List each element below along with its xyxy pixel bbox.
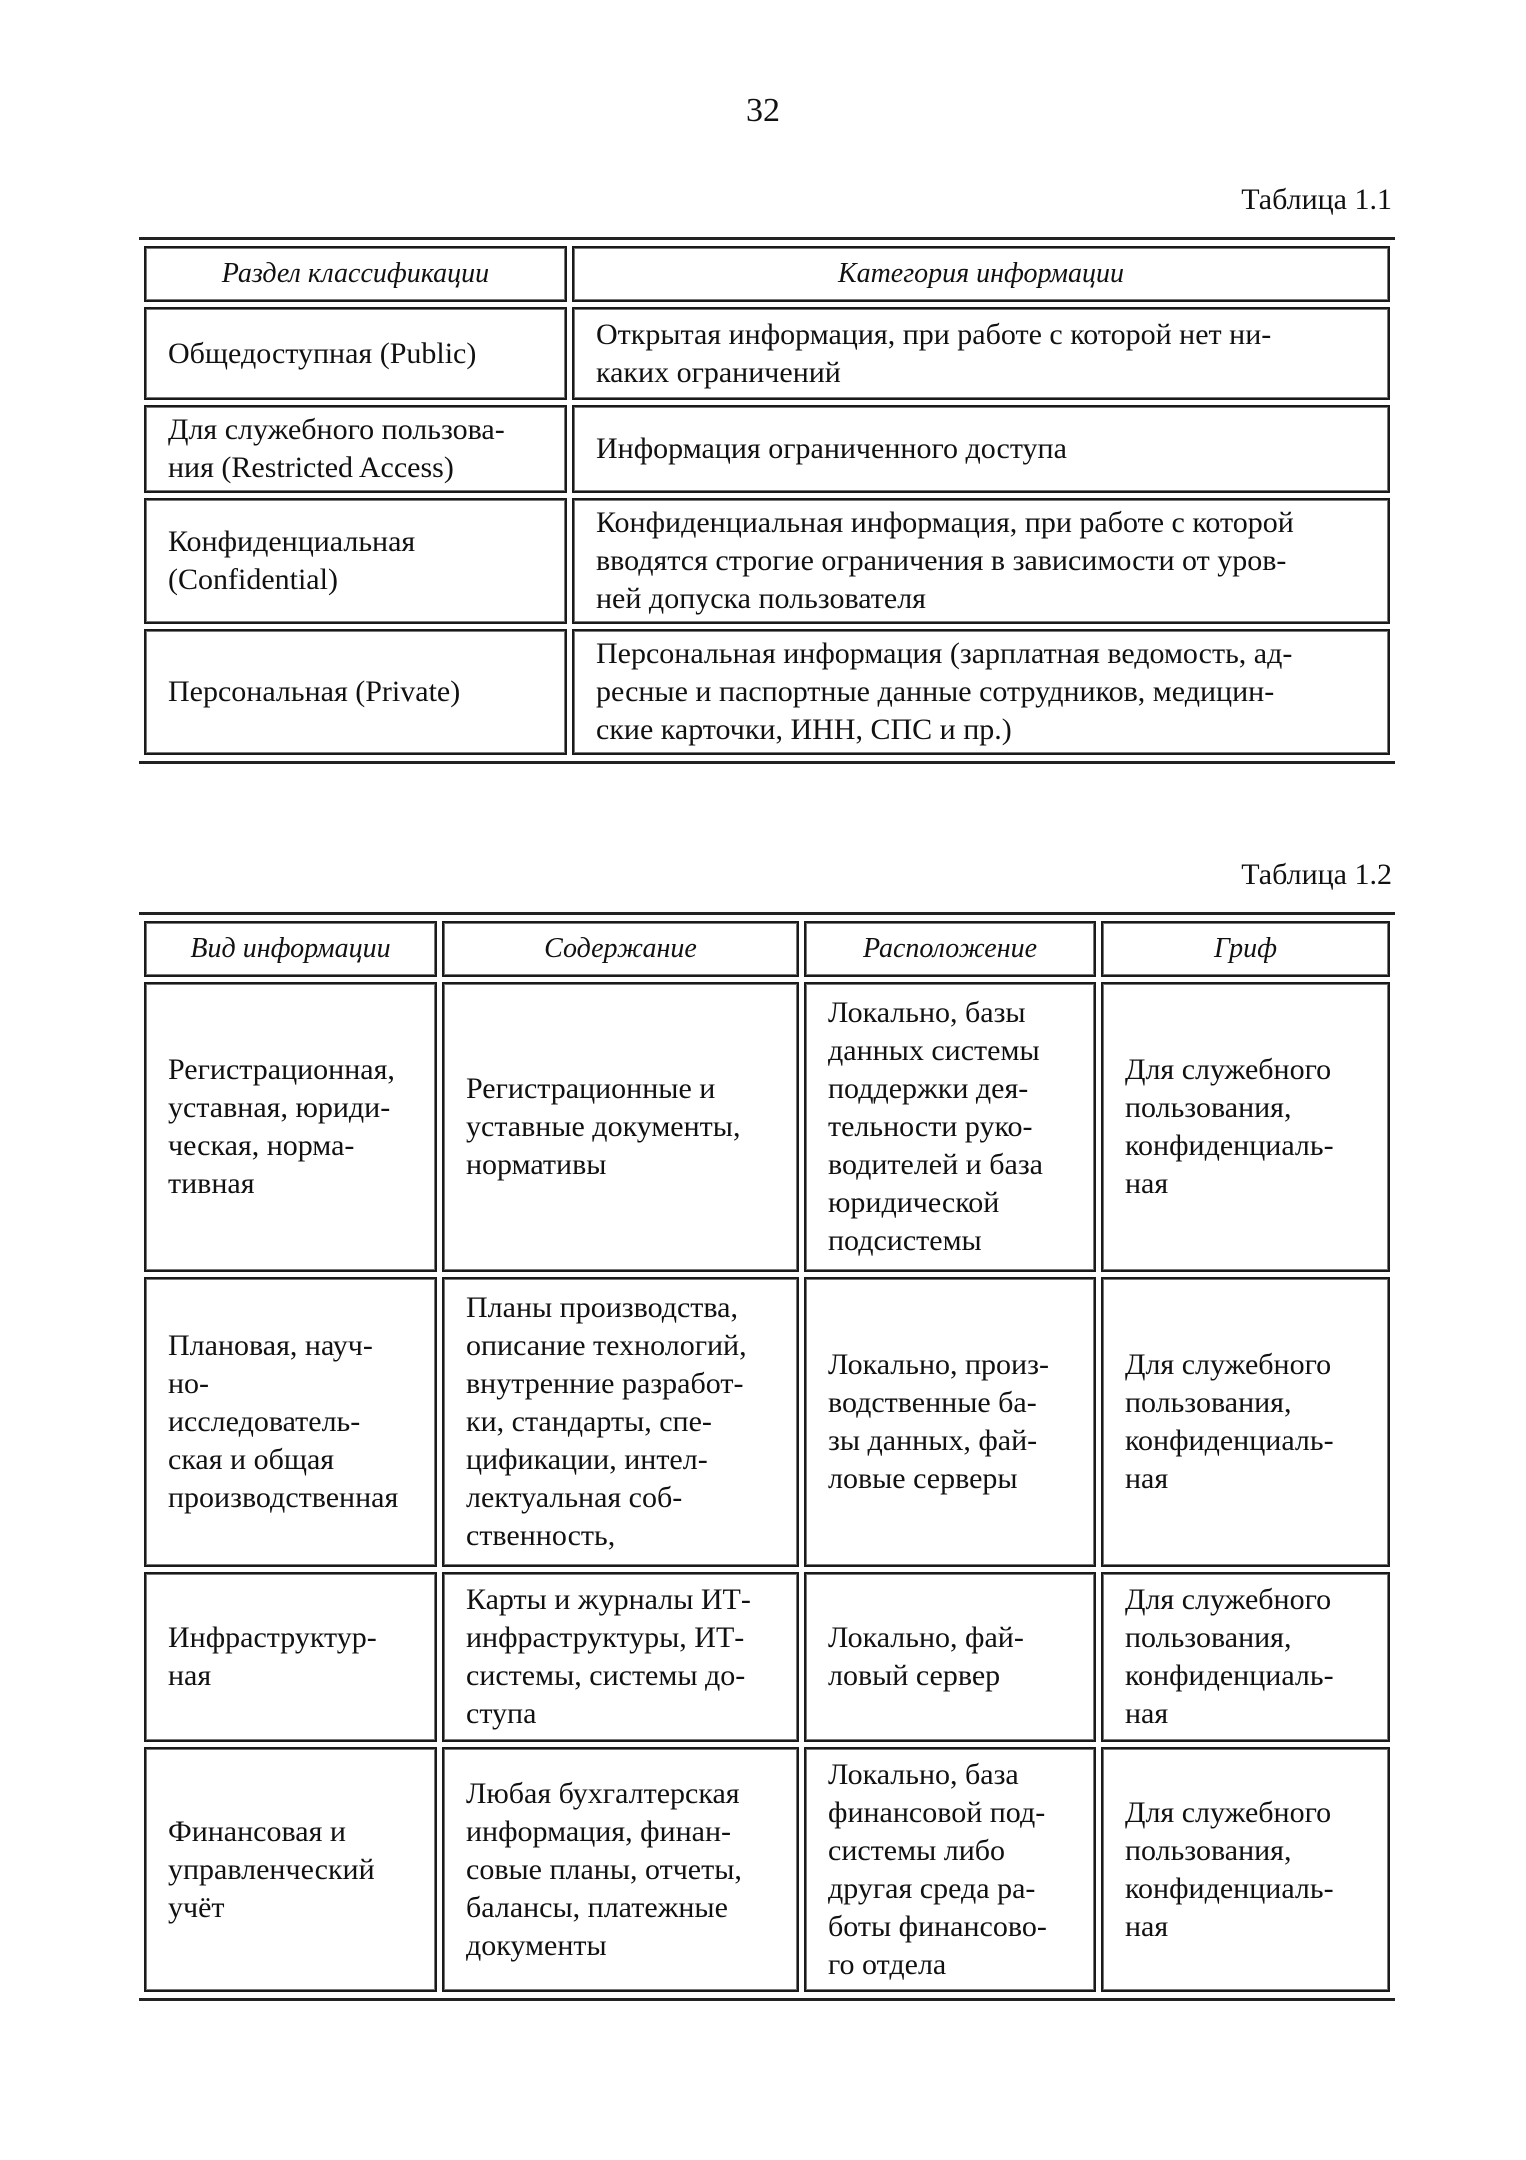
cell-line: Регистрационные и: [466, 1072, 716, 1105]
cell-line: уставная, юриди-: [168, 1091, 391, 1124]
page-number: 32: [746, 92, 780, 129]
cell-line: системы либо: [828, 1833, 1006, 1867]
cell-line: исследователь-: [168, 1405, 361, 1438]
cell-content: [442, 1277, 799, 1567]
cell-line: ские карточки, ИНН, СПС и пр.): [596, 713, 1012, 746]
cell-line: управленческий: [168, 1852, 375, 1886]
cell-line: внутренние разработ-: [466, 1367, 744, 1400]
cell-content: [442, 1572, 799, 1742]
table-row: [144, 982, 1390, 1272]
cell-line: ловые серверы: [828, 1462, 1018, 1495]
cell-line: лектуальная соб-: [466, 1481, 683, 1514]
cell-category: [572, 629, 1390, 755]
cell-line: боты финансово-: [828, 1909, 1047, 1943]
table-row: [144, 1277, 1390, 1567]
cell-stamp: [1101, 1747, 1390, 1992]
cell-line: Карты и журналы ИТ-: [466, 1583, 751, 1616]
cell-line: тивная: [168, 1167, 255, 1200]
header-section: Раздел классификации: [144, 246, 567, 302]
cell-line: (Confidential): [168, 563, 338, 596]
cell-line: вводятся строгие ограничения в зависимости от уров-: [596, 544, 1287, 577]
cell-type: [144, 1572, 437, 1742]
cell-line: финансовой под-: [828, 1795, 1046, 1829]
header-category: Категория информации: [572, 246, 1390, 302]
cell-line: Локально, базы: [828, 996, 1026, 1029]
table-row: [144, 629, 1390, 755]
cell-line: го отдела: [828, 1947, 947, 1981]
cell-line: пользования,: [1125, 1386, 1292, 1419]
cell-line: Для служебного: [1125, 1583, 1332, 1616]
cell-location: [804, 1277, 1096, 1567]
cell-line: поддержки дея-: [828, 1072, 1029, 1105]
cell-line: но-: [168, 1367, 210, 1400]
cell-line: данных системы: [828, 1034, 1040, 1067]
cell-line: информация, финан-: [466, 1814, 732, 1848]
cell-line: описание технологий,: [466, 1329, 747, 1362]
cell-line: Планы производства,: [466, 1291, 738, 1324]
cell-line: Регистрационная,: [168, 1053, 395, 1086]
cell-section: [144, 629, 567, 755]
cell-line: учёт: [168, 1890, 225, 1924]
cell-line: Плановая, науч-: [168, 1329, 373, 1362]
table-row: [144, 1572, 1390, 1742]
cell-line: Любая бухгалтерская: [466, 1776, 740, 1810]
cell-line: ки, стандарты, спе-: [466, 1405, 712, 1438]
cell-line: Открытая информация, при работе с которой нет ни-: [596, 317, 1272, 351]
cell-line: ная: [168, 1659, 212, 1692]
cell-location: [804, 1572, 1096, 1742]
cell-line: конфиденциаль-: [1125, 1129, 1334, 1162]
table-1-1: [139, 237, 1395, 764]
cell-location: [804, 982, 1096, 1272]
cell-line: Конфиденциальная информация, при работе с которой: [596, 506, 1294, 539]
cell-line: Локально, фай-: [828, 1621, 1024, 1654]
cell-line: ресные и паспортные данные сотрудников, медицин-: [596, 675, 1275, 708]
cell-line: Персональная (Private): [168, 675, 461, 708]
table-header-row: [144, 246, 1390, 302]
cell-line: ния (Restricted Access): [168, 451, 454, 484]
table-row: [144, 1747, 1390, 1992]
cell-line: пользования,: [1125, 1091, 1292, 1124]
table-1-2-caption: Таблица 1.2: [1241, 858, 1392, 891]
cell-line: цификации, интел-: [466, 1443, 708, 1476]
cell-line: Локально, произ-: [828, 1348, 1049, 1381]
cell-line: Для служебного: [1125, 1795, 1332, 1829]
cell-section: [144, 498, 567, 624]
table-row: [144, 405, 1390, 493]
cell-category: [572, 498, 1390, 624]
header-type: Вид информации: [144, 921, 437, 977]
cell-line: совые планы, отчеты,: [466, 1852, 742, 1886]
cell-line: Общедоступная (Public): [168, 336, 477, 370]
cell-line: ловый сервер: [828, 1659, 1001, 1692]
cell-line: водственные ба-: [828, 1386, 1037, 1419]
cell-line: ственность,: [466, 1519, 616, 1552]
cell-line: Финансовая и: [168, 1814, 346, 1848]
cell-line: Для служебного: [1125, 1053, 1332, 1086]
cell-category: [572, 307, 1390, 400]
cell-line: ступа: [466, 1697, 537, 1730]
cell-line: конфиденциаль-: [1125, 1659, 1334, 1692]
cell-line: тельности руко-: [828, 1110, 1033, 1143]
cell-line: уставные документы,: [466, 1110, 741, 1143]
cell-line: Конфиденциальная: [168, 525, 416, 558]
cell-section: [144, 405, 567, 493]
cell-stamp: [1101, 982, 1390, 1272]
cell-line: балансы, платежные: [466, 1890, 728, 1924]
cell-line: каких ограничений: [596, 355, 841, 389]
information-types-table: [139, 916, 1395, 1997]
cell-line: ческая, норма-: [168, 1129, 355, 1162]
cell-line: ней допуска пользователя: [596, 582, 926, 615]
table-1-1-caption: Таблица 1.1: [1241, 183, 1392, 216]
cell-location: [804, 1747, 1096, 1992]
cell-line: зы данных, фай-: [828, 1424, 1038, 1457]
cell-type: [144, 1747, 437, 1992]
table-header-row: [144, 921, 1390, 977]
cell-content: [442, 1747, 799, 1992]
cell-stamp: [1101, 1277, 1390, 1567]
cell-line: производственная: [168, 1481, 399, 1514]
cell-line: подсистемы: [828, 1224, 982, 1257]
table-row: [144, 307, 1390, 400]
cell-line: юридической: [828, 1186, 1000, 1219]
cell-section: [144, 307, 567, 400]
cell-line: Информация ограниченного доступа: [596, 432, 1067, 465]
cell-content: [442, 982, 799, 1272]
cell-line: конфиденциаль-: [1125, 1424, 1334, 1457]
cell-line: пользования,: [1125, 1833, 1292, 1867]
cell-line: пользования,: [1125, 1621, 1292, 1654]
cell-category: [572, 405, 1390, 493]
cell-line: ная: [1125, 1697, 1169, 1730]
cell-line: ская и общая: [168, 1443, 335, 1476]
cell-stamp: [1101, 1572, 1390, 1742]
cell-line: Персональная информация (зарплатная ведомость, ад-: [596, 637, 1293, 670]
cell-line: конфиденциаль-: [1125, 1871, 1334, 1905]
classification-table: [139, 241, 1395, 760]
cell-line: инфраструктуры, ИТ-: [466, 1621, 745, 1654]
cell-line: другая среда ра-: [828, 1871, 1036, 1905]
header-stamp: Гриф: [1101, 921, 1390, 977]
cell-line: системы, системы до-: [466, 1659, 746, 1692]
cell-line: ная: [1125, 1909, 1169, 1943]
table-row: [144, 498, 1390, 624]
cell-line: нормативы: [466, 1148, 607, 1181]
cell-type: [144, 982, 437, 1272]
cell-line: ная: [1125, 1167, 1169, 1200]
cell-line: документы: [466, 1928, 607, 1962]
header-location: Расположение: [804, 921, 1096, 977]
cell-line: Инфраструктур-: [168, 1621, 377, 1654]
header-content: Содержание: [442, 921, 799, 977]
cell-line: ная: [1125, 1462, 1169, 1495]
cell-line: водителей и база: [828, 1148, 1043, 1181]
cell-line: Для служебного: [1125, 1348, 1332, 1381]
cell-type: [144, 1277, 437, 1567]
table-1-2: [139, 912, 1395, 2001]
cell-line: Локально, база: [828, 1757, 1019, 1791]
cell-line: Для служебного пользова-: [168, 413, 505, 446]
